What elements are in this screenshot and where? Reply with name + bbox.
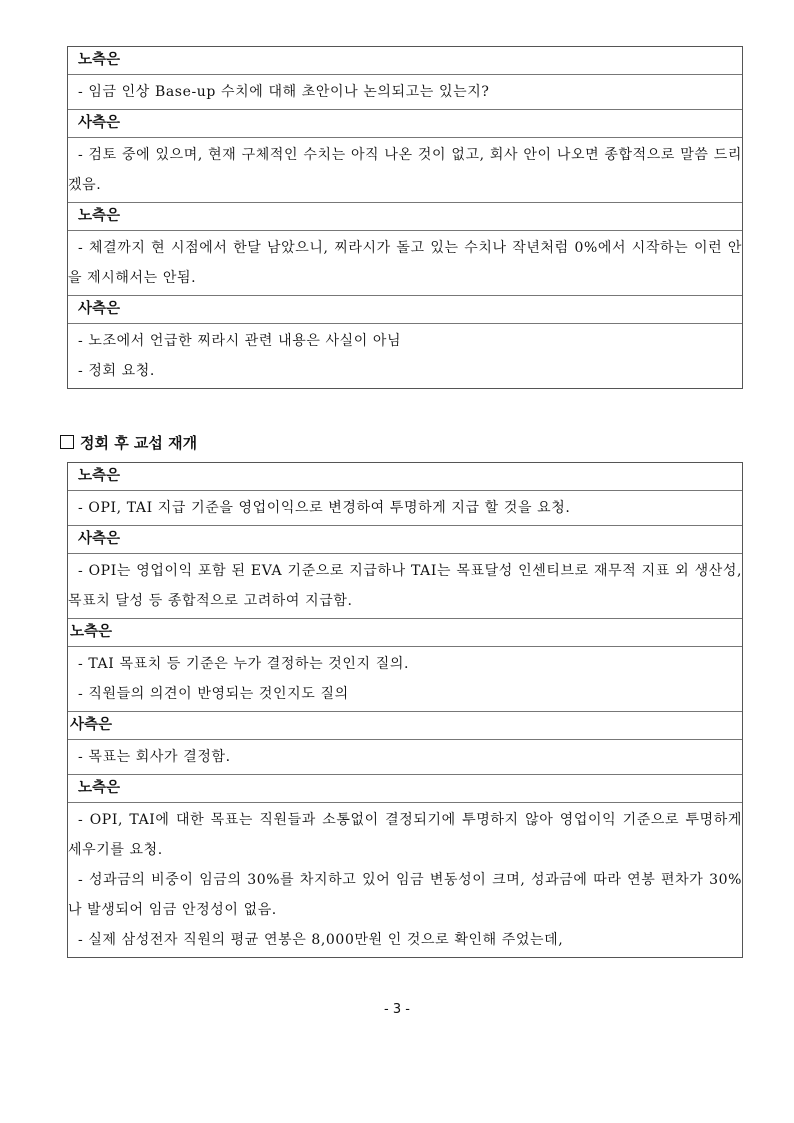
statement-row	[68, 646, 742, 711]
statement-line: - 임금 인상 Base-up 수치에 대해 초안이나 논의되고는 있는지?	[78, 84, 490, 100]
statement-line: - TAI 목표치 등 기준은 누가 결정하는 것인지 질의.	[78, 656, 410, 672]
speaker-label: 노측은	[78, 52, 121, 68]
statement-line: - 목표는 회사가 결정함.	[78, 749, 231, 765]
statement-line: - 성과금의 비중이 임금의 30%를 차지하고 있어 임금 변동성이 크며, 성과금에 따라 연봉 편차가 30%나 발생되어 임금 안정성이 없음.	[68, 872, 742, 918]
speaker-row	[68, 711, 742, 739]
speaker-label: 노측은	[78, 468, 121, 484]
speaker-label: 사측은	[70, 717, 113, 733]
statement-line: - 정회 요청.	[78, 363, 155, 379]
statement-row	[68, 553, 742, 618]
section-heading	[60, 432, 197, 454]
speaker-row	[68, 463, 742, 490]
statement-row	[68, 323, 742, 388]
statement-line: - 실제 삼성전자 직원의 평균 연봉은 8,000만원 인 것으로 확인해 주었는데,	[78, 932, 564, 948]
statement-row	[68, 137, 742, 202]
section-heading-text: 정회 후 교섭 재개	[80, 434, 198, 452]
speaker-label: 노측은	[78, 208, 121, 224]
speaker-label: 사측은	[78, 531, 121, 547]
speaker-label: 노측은	[70, 624, 113, 640]
statement-row	[68, 739, 742, 774]
minutes-table-1	[67, 46, 743, 389]
speaker-row	[68, 47, 742, 74]
statement-line: - 직원들의 의견이 반영되는 것인지도 질의	[78, 686, 349, 702]
speaker-label: 사측은	[78, 301, 121, 317]
statement-line: - OPI는 영업이익 포함 된 EVA 기준으로 지급하나 TAI는 목표달성 인센티브로 재무적 지표 외 생산성, 목표치 달성 등 종합적으로 고려하여 지급함.	[68, 563, 742, 609]
statement-row	[68, 490, 742, 525]
speaker-label: 사측은	[78, 115, 121, 131]
statement-line: - 체결까지 현 시점에서 한달 남았으니, 찌라시가 돌고 있는 수치나 작년처럼 0%에서 시작하는 이런 안을 제시해서는 안됨.	[68, 240, 742, 286]
speaker-row	[68, 202, 742, 230]
statement-line: - OPI, TAI에 대한 목표는 직원들과 소통없이 결정되기에 투명하지 않아 영업이익 기준으로 투명하게 세우기를 요청.	[68, 812, 742, 858]
statement-line: - 검토 중에 있으며, 현재 구체적인 수치는 아직 나온 것이 없고, 회사 안이 나오면 종합적으로 말씀 드리겠음.	[68, 147, 742, 193]
speaker-row	[68, 525, 742, 553]
page-number: - 3 -	[384, 1002, 410, 1017]
statement-row	[68, 230, 742, 295]
speaker-row	[68, 618, 742, 646]
speaker-row	[68, 109, 742, 137]
speaker-row	[68, 295, 742, 323]
speaker-label: 노측은	[78, 780, 121, 796]
checkbox-square-icon	[60, 435, 74, 449]
speaker-row	[68, 774, 742, 802]
statement-row	[68, 802, 742, 957]
statement-line: - OPI, TAI 지급 기준을 영업이익으로 변경하여 투명하게 지급 할 것을 요청.	[78, 500, 571, 516]
statement-row	[68, 74, 742, 109]
statement-line: - 노조에서 언급한 찌라시 관련 내용은 사실이 아님	[78, 333, 402, 349]
minutes-table-2	[67, 462, 743, 958]
